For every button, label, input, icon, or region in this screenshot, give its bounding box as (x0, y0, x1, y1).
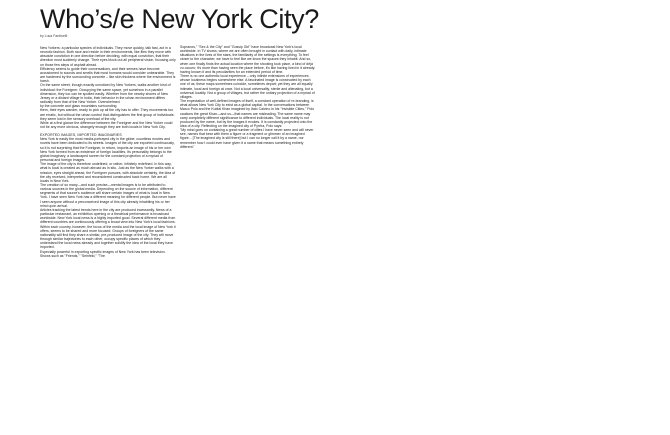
paragraph: The expectation of well-defined images of itself, a constant operation of re-branding, is what allows New York City to exist as a global capital. In the conversations between Marco Polo and the Kublai Khan imagined by Italo Calvino in his "Invisible Cities," Polo cautions the great Khan—and us—that names are misleading. The same name may carry completely different significance to different individuals. The local reality is not produced by the name, but by the images it evokes. It is constantly projected onto the idea of a city. Reflecting on the imagined city of Pyrrha, Polo says: (180, 99, 315, 128)
paragraph: "My mind goes on containing a great number of cities I have never seen and will never see, names that bear with them a figure or a fragment or glimmer of an imagined figure... [The imagined city is still there] but I can no longer call it by a name, nor remember how I could ever have given it a name that means something entirely different." (180, 128, 314, 149)
paragraph: by the concrete and glass mountains surrounding (40, 104, 117, 109)
article-title: Who’s/e New York City? (40, 4, 319, 34)
byline: by Luca Fantinelli (40, 34, 68, 38)
paragraph: While at a first glance the difference between the Foreigner and the New Yorker could not be any more obvious, strangely enough they are both locals in New York City. (40, 120, 173, 129)
paragraph: On the same street, though exactly unnoticed by New Yorkers, walks another kind of individual: the Foreigner. Occupying the same space, yet somehow in a parallel dimension, they too can be spotted easily. Whether from the nearby shores of New Jersey or a distant village in India, their behavior in the urban environment differs radically from that of the New Yorker. Overwhelmed (40, 83, 171, 105)
section-heading: EXPORTED IMAGES, IMPORTED IMAGINARIES (40, 133, 122, 138)
paragraph: Sopranos," "Sex & the City" and "Gossip Girl" have broadcast New York's local worldwide. In TV shows, where we are often brought in contact with daily, intimate situations in the lives of the stars, the familiarity of the settings is everything. To feel closer to the character, we have to feel like we know the spaces they inhabit. And so, when one finally finds the actual location where the shooting took place, a kind of déjà vu occurs; it's more than having seen the place before, it's like having lived in it already: having known it and its peculiarities for an extended period of time. (180, 45, 316, 74)
column-2 (180, 45, 316, 149)
paragraph: New Yorkers: a particular species of individuals. They move quickly, talk fast, act in a neurotic fashion. Both race and reside in their environments, like flies they move with absolute conviction in one direction before deciding, with equal conviction, that their direction must suddenly change. Their eyes block out all peripheral vision, focusing only on those few steps of asphalt ahead. (40, 46, 176, 67)
paragraph: Efficiency seems to guide their conversations, and their senses have become accustomed to sounds and smells that most humans would consider unbearable. They are hardened by the surrounding concrete – like skin thickens where the environment is harsh. (40, 66, 176, 84)
paragraph: The creation of so many—and such precise—mental images is to be attributed to various sources in the global media. Depending on the source of information, different segments of that source's audience will share certain images of what is local in New York. I have seen New York has a different meaning for different people. But never have I seen anyone without a preconceived image of this city already inhabiting his or her mind upon arrival. (40, 183, 176, 208)
paragraph: them, their eyes wander, ready to pick up all the city has to offer. They movements too are erratic, but without the urban control that distinguishes the first group of individuals: they seem lost in the sensory overload of the city. (40, 108, 175, 121)
paragraph: New York is easily the most media-portrayed city in the globe; countless movies and novels have been dedicated to its streets. Images of the city are exported continuously, so it is not surprising that the Foreigner, in return, imports an image of his or her own New York formed from an existence of foreign localities. Its personality belongs to the global imaginary, a landscaped screen for the constant projection of a myriad of personal and foreign images. (40, 137, 175, 163)
paragraph: Articles tracking the latest trends here in the city are produced incessantly. News of a particular restaurant, an exhibition opening or a theatrical performance is broadcast worldwide. New York local news is a highly imported good. Several different media from different countries are continuously offering a broad view into New York's local fashions. Within each country, however, the focus of the media and the local image of New York it offers, seems to be shared and more focused. Groups of foreigners of the same nationality will find they share a similar, pre-produced image of the city. They will move through similar trajectories to each other, occupy specific places of which they understand the local news already and together solidify the idea of the local they have imported. (40, 207, 176, 250)
paragraph: Especially powerful in exporting specific images of New York has been television. Shows such as "Friends," "Seinfeld," "The (40, 249, 166, 258)
paragraph: The image of the city is therefore undefined, or rather, infinitely redefined. In this way, what is local is created as much abroad as in situ. Just as the New Yorker walks with a mission, eyes straight ahead, the Foreigner pursues, with absolute certainty, the idea of the city received, interpreted and reconsidered constructed back home. We are all locals in New York. (40, 162, 176, 183)
column-1 (40, 46, 176, 258)
paragraph: There is no one authentic local experience – only infinite extensions of experiences whose localness begins somewhere else. A fascinated image is constructed by each one of us; these maps sometimes coincide, sometimes depart; yet they are all equally intimate, local and foreign at once. Not a local universality, sterile and alienating, but a universal locality. Not a group of villages, but rather the unitary projection of a myriad of villages. (180, 74, 315, 99)
